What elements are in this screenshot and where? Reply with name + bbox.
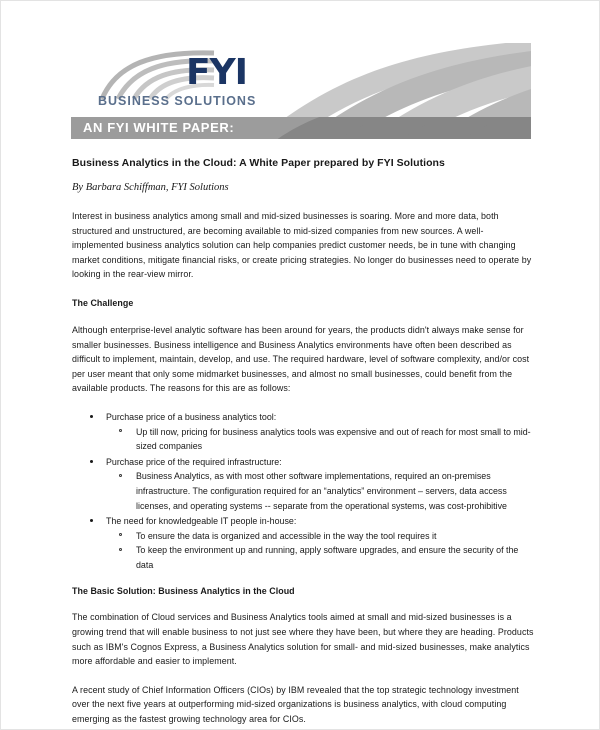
sub-list-item-label: Business Analytics, as with most other software implementations, required an on-premises infrastructure. The configuration required for an “analytics” environment – servers, data access licenses, and operating systems -- separate from the operational systems, was cost-prohibitive bbox=[136, 471, 507, 511]
list-item bbox=[72, 410, 534, 454]
sub-list-item-label: To ensure the data is organized and accessible in the way the tool requires it bbox=[136, 530, 437, 541]
bullet-circle-icon bbox=[119, 429, 122, 432]
page-title: Business Analytics in the Cloud: A White Paper prepared by FYI Solutions bbox=[72, 157, 445, 169]
bullet-dot-icon bbox=[90, 415, 93, 418]
list-item bbox=[72, 455, 534, 513]
logo-wordmark: FYI bbox=[186, 52, 248, 93]
sub-list bbox=[106, 425, 534, 454]
sub-list bbox=[106, 469, 534, 513]
sub-list-item-label: Up till now, pricing for business analytics tools was expensive and out of reach for most small to mid-sized companies bbox=[136, 426, 531, 452]
logo-tagline: BUSINESS SOLUTIONS bbox=[98, 94, 257, 108]
bullet-dot-icon bbox=[90, 460, 93, 463]
solution-paragraph: The combination of Cloud services and Business Analytics tools aimed at small and mid-sized businesses is a growing trend that will enable business to not just see where they have been, but where they are heading. Products such as IBM's Cognos Express, a Business Analytics solution for small- and mid-sized businesses, make analytics more affordable and easier to implement. bbox=[72, 612, 534, 667]
sub-list bbox=[106, 529, 534, 573]
bullet-circle-icon bbox=[119, 474, 122, 477]
sub-list-item bbox=[106, 425, 534, 454]
closing-paragraph: A recent study of Chief Information Officers (CIOs) by IBM revealed that the top strategic technology investment over the next five years at outperforming mid-sized organizations is business analytics, with cloud computing emerging as the fastest growing technology area for CIOs. bbox=[72, 684, 519, 725]
banner-label: AN FYI WHITE PAPER: bbox=[83, 120, 235, 135]
section-heading-challenge: The Challenge bbox=[72, 297, 134, 308]
sub-list-item-label: To keep the environment up and running, apply software upgrades, and ensure the security of the data bbox=[136, 545, 519, 570]
intro-paragraph: Interest in business analytics among small and mid-sized businesses is soaring. More and more data, both structured and unstructured, are becoming available to mid-sized companies from new sources. A well-implemented business analytics solution can help companies predict customer needs, be in tune with changing market conditions, mitigate financial risks, or create pricing strategies. No longer do businesses need to operate by looking in the rear-view mirror. bbox=[72, 211, 532, 280]
list-item bbox=[72, 514, 534, 572]
document-body bbox=[72, 156, 534, 730]
author-byline: By Barbara Schiffman, FYI Solutions bbox=[72, 182, 229, 193]
list-item-label: Purchase price of the required infrastructure: bbox=[106, 456, 282, 467]
list-item-label: The need for knowledgeable IT people in-house: bbox=[106, 516, 297, 527]
bullet-circle-icon bbox=[119, 533, 122, 536]
sub-list-item bbox=[106, 469, 534, 513]
challenge-paragraph: Although enterprise-level analytic software has been around for years, the products didn't always make sense for smaller businesses. Business intelligence and Business Analytics environments have often been described as difficult to implement, maintain, develop, and use. The required hardware, level of software complexity, and/or cost per user meant that only some midmarket businesses, and almost no small businesses, could benefit from the available products. The reasons for this are as follows: bbox=[72, 324, 530, 394]
reasons-list bbox=[72, 410, 534, 573]
section-heading-basic-solution: The Basic Solution: Business Analytics in the Cloud bbox=[72, 586, 295, 597]
list-item-label: Purchase price of a business analytics tool: bbox=[106, 411, 277, 422]
bullet-dot-icon bbox=[90, 519, 93, 522]
sub-list-item bbox=[106, 543, 534, 572]
white-paper-banner bbox=[71, 117, 531, 139]
sub-list-item bbox=[106, 529, 534, 544]
bullet-circle-icon bbox=[119, 548, 122, 551]
fyi-logo bbox=[98, 49, 323, 115]
